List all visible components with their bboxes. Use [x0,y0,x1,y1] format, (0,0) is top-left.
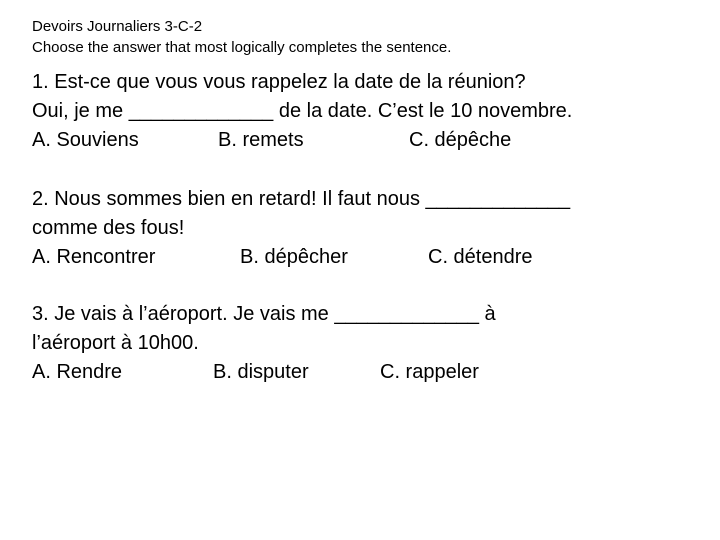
question-1-sentence: Oui, je me _____________ de la date. C’est le 10 novembre. [32,100,573,122]
question-1-prompt: 1. Est-ce que vous vous rappelez la date de la réunion? [32,71,526,93]
question-2 [32,185,570,272]
question-1-choice-a: A. Souviens [32,129,139,151]
question-2-sentence: comme des fous! [32,217,185,239]
question-2-choices [32,243,570,272]
question-3-choice-c: C. rappeler [380,361,479,383]
question-3-choice-b: B. disputer [213,361,309,383]
question-2-choice-b: B. dépêcher [240,246,348,268]
worksheet-instructions: Choose the answer that most logically completes the sentence. [32,39,452,56]
question-3-choice-a: A. Rendre [32,361,123,383]
question-3-sentence: l’aéroport à 10h00. [32,332,199,354]
worksheet-title: Devoirs Journaliers 3-C-2 [32,18,203,35]
question-1-choices [32,126,572,155]
question-3-choices [32,358,496,387]
question-3-prompt: 3. Je vais à l’aéroport. Je vais me _____________ à [32,303,496,325]
question-2-choice-a: A. Rencontrer [32,246,156,268]
question-1-choice-b: B. remets [218,129,304,151]
question-1 [32,68,572,155]
question-2-choice-c: C. détendre [428,246,533,268]
question-2-prompt: 2. Nous sommes bien en retard! Il faut nous _____________ [32,188,571,210]
question-1-choice-c: C. dépêche [409,129,512,151]
question-3 [32,300,496,387]
worksheet-header [32,16,451,58]
